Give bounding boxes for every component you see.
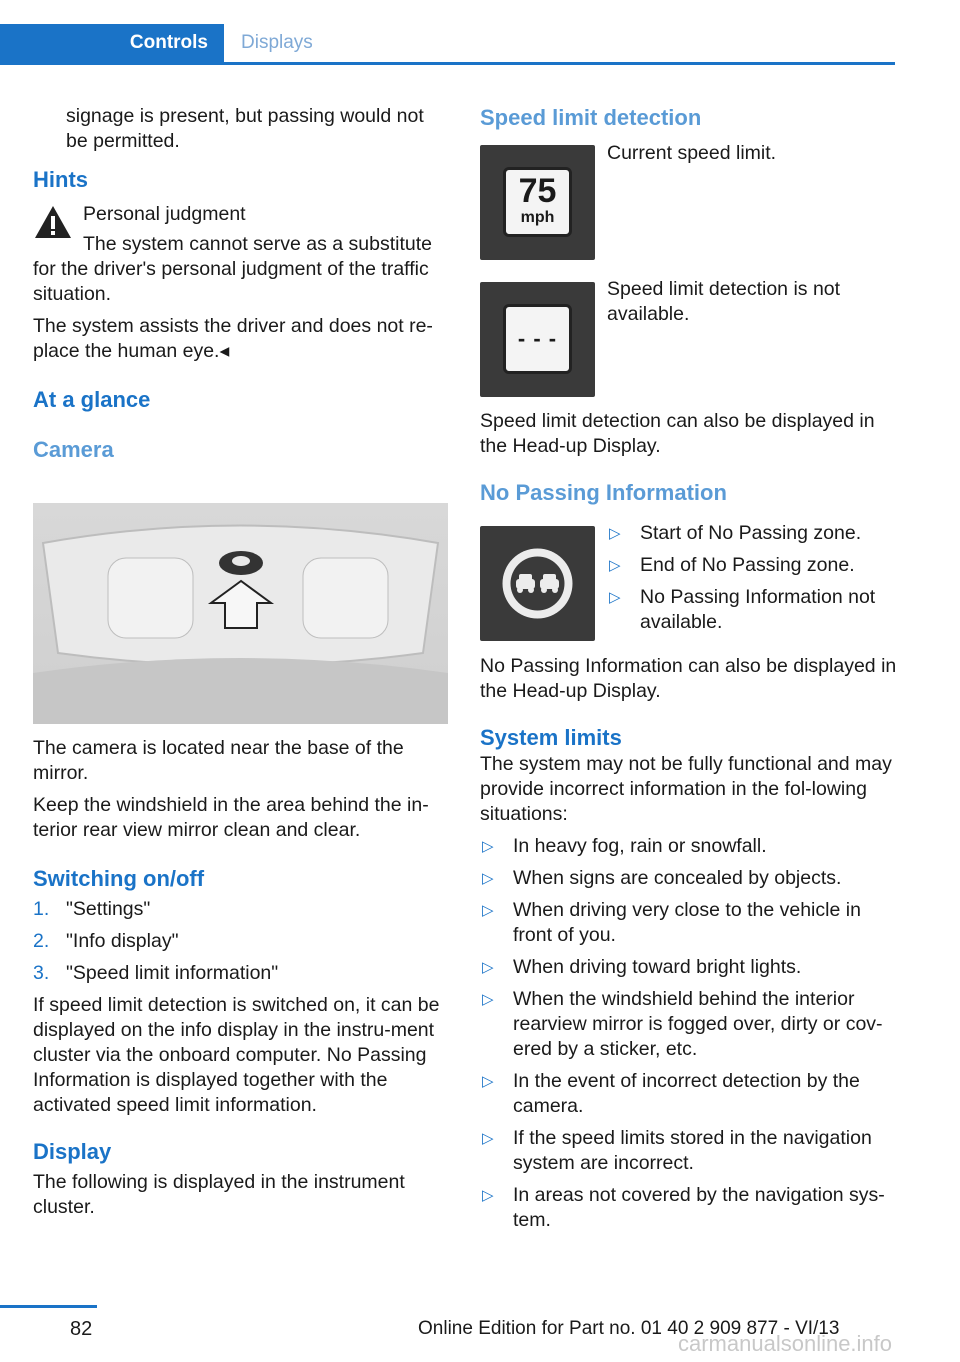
warning-text-3: The system assists the driver and does not re-place the human eye.◂ [33,315,433,362]
sign-unit: mph [520,209,555,226]
list-item-text: In heavy fog, rain or snowfall. [513,835,767,857]
system-limits-heading: System limits [480,725,622,750]
display-heading: Display [33,1139,112,1164]
list-item [607,585,892,635]
no-passing-hud-text: No Passing Information can also be displayed in the Head-up Display. [480,655,897,702]
switching-heading: Switching on/off [33,866,205,891]
no-passing-icon [500,546,575,621]
warning-icon [33,204,73,240]
list-item-text: When driving very close to the vehicle in front of you. [513,899,861,946]
left-column-lower [33,736,445,1227]
step-number: 2. [33,930,50,952]
list-item [480,898,900,948]
list-item-text: When driving toward bright lights. [513,956,802,978]
list-item-text: No Passing Information not available. [640,586,876,633]
system-limits-list [480,834,900,1233]
watermark: carmanualsonline.info [678,1331,893,1356]
list-item [480,987,900,1062]
triangle-bullet-icon: ▷ [482,991,494,1008]
triangle-bullet-icon: ▷ [482,902,494,919]
triangle-bullet-icon: ▷ [482,838,494,855]
list-item [480,1183,900,1233]
left-column [33,104,445,464]
triangle-bullet-icon: ▷ [482,1073,494,1090]
list-item [607,521,892,546]
step-number: 1. [33,898,50,920]
triangle-bullet-icon: ▷ [482,1187,494,1204]
warning-block [33,202,445,257]
sign-dashes: - - - [517,326,558,351]
no-passing-list [607,521,892,635]
no-passing-image [480,526,595,641]
list-item-text: In areas not covered by the navigation sys-tem. [513,1184,885,1231]
intro-text: signage is present, but passing would not be permitted. [66,105,424,152]
not-available-text: Speed limit detection is not available. [607,278,841,325]
camera-text-2: Keep the windshield in the area behind the in-terior rear view mirror clean and clear. [33,794,429,841]
no-passing-list-box [607,521,892,642]
triangle-bullet-icon: ▷ [482,959,494,976]
right-column-middle [480,409,900,507]
list-item [33,929,445,954]
header-tabs [0,24,895,65]
camera-heading: Camera [33,437,114,462]
list-item [33,897,445,922]
page-number: 82 [70,1318,93,1340]
list-item [480,866,900,891]
switching-text: If speed limit detection is switched on, it can be displayed on the info display in the instru-ment cluster via the onboard computer. No Passing Information is displayed together with the activated speed limit information. [33,994,440,1116]
list-item-text: When the windshield behind the interior rearview mirror is fogged over, dirty or cov-ered by a sticker, etc. [513,988,883,1060]
warning-text-2: for the driver's personal judgment of the traffic situation. [33,258,429,305]
speed-sign-image [480,145,595,260]
unavailable-sign [503,304,572,374]
hud-text: Speed limit detection can also be displayed in the Head-up Display. [480,410,875,457]
display-text: The following is displayed in the instrument cluster. [33,1171,405,1218]
system-limits-intro: The system may not be fully functional and may provide incorrect information in the fol-lowing situations: [480,753,892,825]
list-item [607,553,892,578]
step-text: "Settings" [66,898,151,920]
warning-text-1: The system cannot serve as a substitute [83,233,433,255]
list-item [480,1069,900,1119]
steps-list [33,897,445,986]
no-passing-heading: No Passing Information [480,480,727,505]
list-item [480,834,900,859]
triangle-bullet-icon: ▷ [609,589,621,606]
list-item-text: Start of No Passing zone. [640,522,862,544]
unavailable-sign-image [480,282,595,397]
triangle-bullet-icon: ▷ [482,870,494,887]
tab-displays[interactable]: Displays [241,32,313,53]
list-item-text: When signs are concealed by objects. [513,867,842,889]
list-item [33,961,445,986]
triangle-bullet-icon: ▷ [482,1130,494,1147]
sign-number: 75 [518,172,557,210]
triangle-bullet-icon: ▷ [609,525,621,542]
hints-heading: Hints [33,167,88,192]
edition-text: Online Edition for Part no. 01 40 2 909 877 - VI/13 [418,1318,840,1339]
camera-illustration [33,503,448,724]
list-item-text: If the speed limits stored in the navigation system are incorrect. [513,1127,872,1174]
right-column-lower [480,654,900,1240]
triangle-bullet-icon: ▷ [609,557,621,574]
list-item-text: End of No Passing zone. [640,554,855,576]
step-text: "Speed limit information" [66,962,279,984]
step-text: "Info display" [66,930,179,952]
tab-controls[interactable]: Controls [0,24,224,62]
list-item [480,955,900,980]
at-a-glance-heading: At a glance [33,387,151,412]
right-column [480,104,900,132]
step-number: 3. [33,962,50,984]
speed-limit-heading: Speed limit detection [480,105,702,130]
speed-limit-sign [503,167,572,237]
warning-title: Personal judgment [83,203,246,225]
current-speed-text: Current speed limit. [607,142,777,164]
list-item [480,1126,900,1176]
camera-text-1: The camera is located near the base of the mirror. [33,737,404,784]
footer-rule [0,1305,97,1308]
list-item-text: In the event of incorrect detection by the camera. [513,1070,860,1117]
